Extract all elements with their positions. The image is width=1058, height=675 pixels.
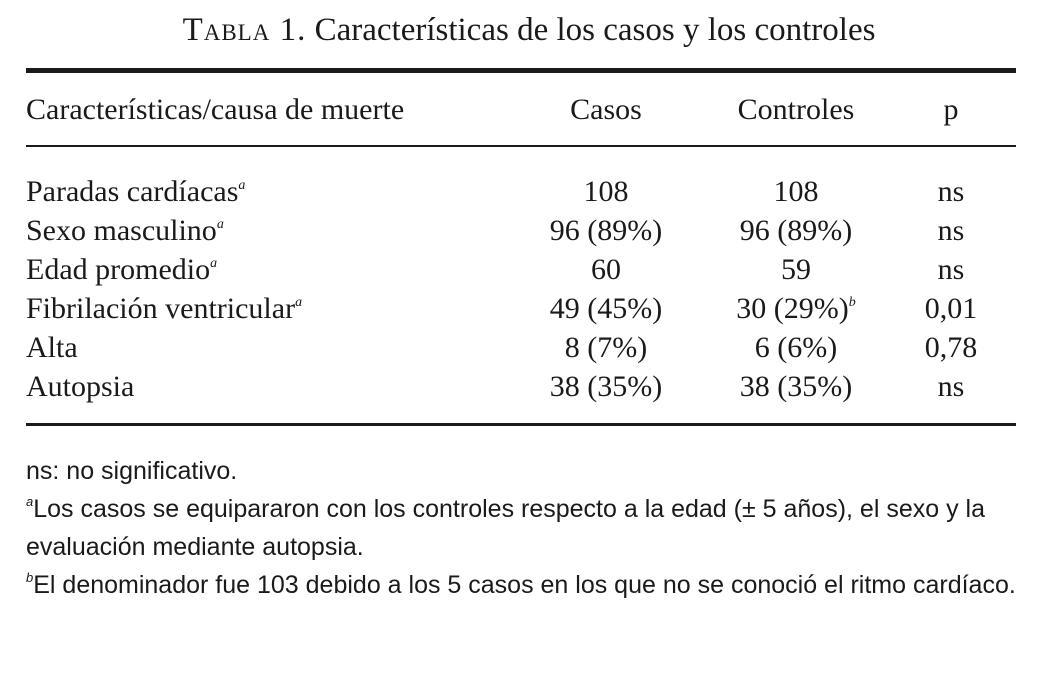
footnote-ns: ns: no significativo. bbox=[26, 457, 238, 485]
row-label bbox=[26, 289, 506, 328]
cell-controles bbox=[706, 250, 886, 289]
table-header bbox=[26, 90, 1016, 129]
header-casos: Casos bbox=[570, 93, 642, 126]
cell-casos: 8 (7%) bbox=[564, 331, 648, 364]
cell-controles bbox=[706, 367, 886, 406]
footnote-a bbox=[26, 490, 1021, 566]
cell-controles-value: 6 (6%) bbox=[754, 331, 838, 364]
cell-p: ns bbox=[937, 370, 965, 403]
cell-controles-value: 96 (89%) bbox=[739, 214, 853, 247]
header-p: p bbox=[943, 93, 959, 126]
row-label-text: Sexo masculino bbox=[26, 214, 217, 247]
row-label-text: Fibrilación ventricular bbox=[26, 292, 296, 325]
data-table bbox=[26, 172, 1016, 406]
footnote-b bbox=[26, 566, 1021, 604]
row-label bbox=[26, 211, 506, 250]
header-characteristics: Características/causa de muerte bbox=[26, 93, 405, 126]
cell-controles-value: 38 (35%) bbox=[739, 370, 853, 403]
cell-controles-value: 59 bbox=[781, 253, 811, 286]
table-row bbox=[26, 211, 1016, 250]
cell-p: ns bbox=[937, 253, 965, 286]
row-label bbox=[26, 367, 506, 406]
footnote-b-mark: b bbox=[26, 570, 34, 585]
table-row bbox=[26, 367, 1016, 406]
row-label-text: Alta bbox=[26, 331, 78, 364]
footnote-a-mark: a bbox=[26, 494, 34, 509]
footnote-b-text: El denominador fue 103 debido a los 5 casos en los que no se conoció el ritmo cardíaco. bbox=[33, 571, 1016, 599]
cell-controles bbox=[706, 172, 886, 211]
cell-controles bbox=[706, 289, 886, 328]
row-label bbox=[26, 328, 506, 367]
cell-p: 0,78 bbox=[924, 331, 978, 364]
row-label-text: Paradas cardíacas bbox=[26, 175, 239, 208]
cell-casos: 60 bbox=[591, 253, 621, 286]
row-label-text: Autopsia bbox=[26, 370, 135, 403]
cell-controles bbox=[706, 211, 886, 250]
row-label-text: Edad promedio bbox=[26, 253, 211, 286]
table-footnotes bbox=[26, 452, 1021, 604]
cell-p: 0,01 bbox=[924, 292, 978, 325]
footnote-a-text: Los casos se equipararon con los controles respecto a la edad (± 5 años), el sexo y la evaluación mediante autopsia. bbox=[26, 495, 985, 561]
header-rule bbox=[26, 145, 1016, 147]
table-title bbox=[0, 12, 1058, 49]
row-label-mark: a bbox=[295, 295, 303, 310]
table-row bbox=[26, 328, 1016, 367]
row-label-mark: a bbox=[238, 178, 246, 193]
cell-controles bbox=[706, 328, 886, 367]
table-number: Tabla 1. bbox=[182, 12, 307, 48]
table-caption: Características de los casos y los controles bbox=[314, 12, 876, 48]
cell-casos: 108 bbox=[583, 175, 629, 208]
cell-controles-value: 108 bbox=[773, 175, 819, 208]
cell-casos: 38 (35%) bbox=[549, 370, 663, 403]
table-row bbox=[26, 289, 1016, 328]
cell-p: ns bbox=[937, 214, 965, 247]
row-label bbox=[26, 250, 506, 289]
row-label-mark: a bbox=[216, 217, 224, 232]
cell-casos: 96 (89%) bbox=[549, 214, 663, 247]
cell-controles-mark: b bbox=[848, 295, 856, 310]
bottom-rule bbox=[26, 423, 1016, 426]
cell-controles-value: 30 (29%) bbox=[736, 292, 849, 325]
cell-casos: 49 (45%) bbox=[549, 292, 663, 325]
table-row bbox=[26, 250, 1016, 289]
table-row bbox=[26, 172, 1016, 211]
row-label bbox=[26, 172, 506, 211]
cell-p: ns bbox=[937, 175, 965, 208]
row-label-mark: a bbox=[210, 256, 218, 271]
top-rule bbox=[26, 68, 1016, 73]
header-controles: Controles bbox=[737, 93, 855, 126]
header-row bbox=[26, 90, 1016, 129]
